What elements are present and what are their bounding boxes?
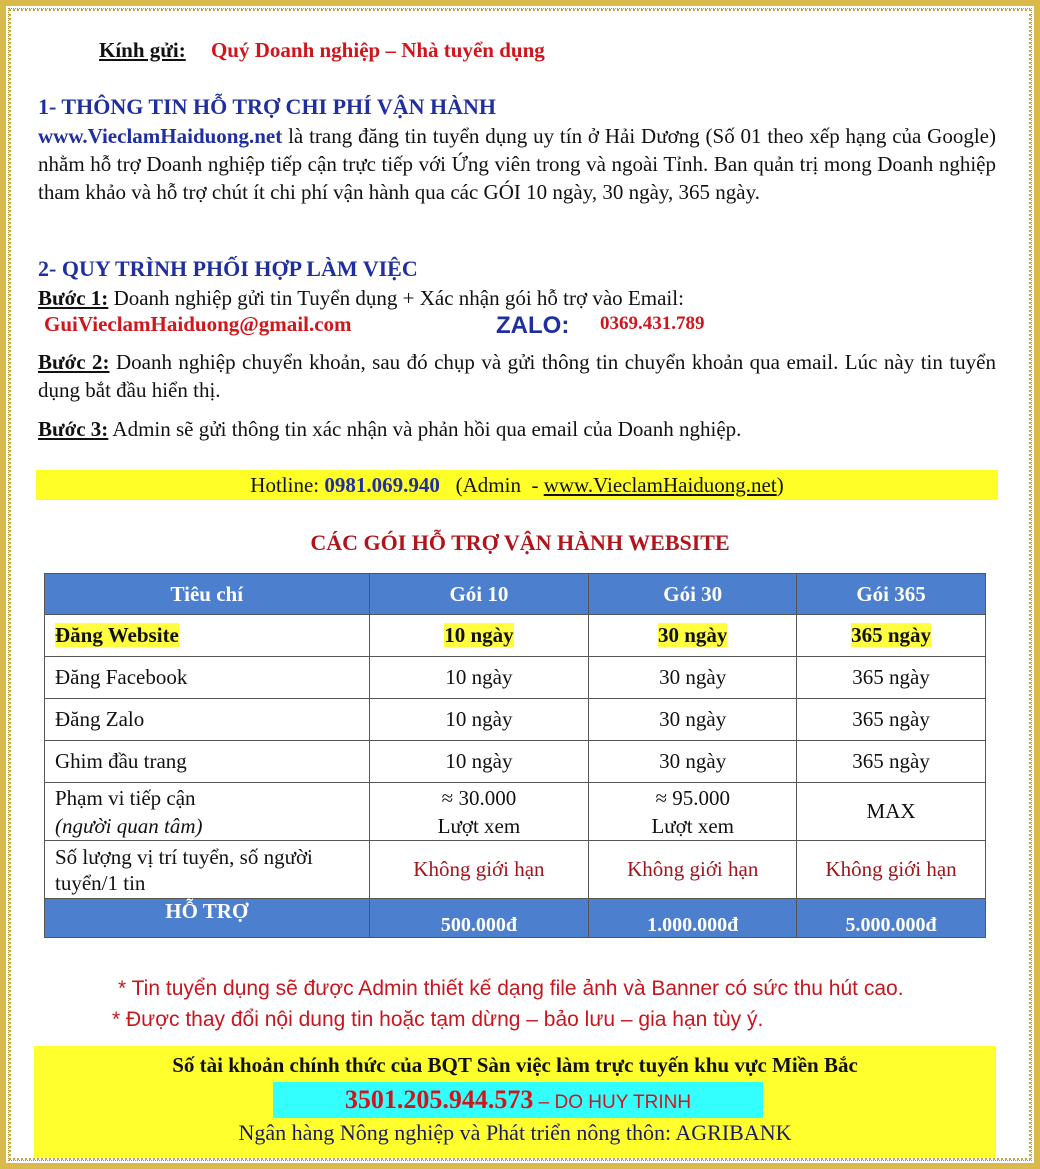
step2-text: Doanh nghiệp chuyển khoản, sau đó chụp và gửi thông tin chuyển khoản qua email. Lúc này tin tuyển dụng bắt đầu hiển thị. — [38, 350, 996, 402]
price-value: 500.000đ — [369, 899, 589, 938]
step3 — [38, 415, 996, 443]
row-sublabel: (người quan tâm) — [55, 813, 203, 838]
row-label: Ghim đầu trang — [45, 741, 370, 783]
cell-value: 365 ngày — [851, 623, 932, 647]
row-label: Đăng Zalo — [45, 699, 370, 741]
site-link[interactable]: www.VieclamHaiduong.net — [38, 124, 283, 148]
step2-label: Bước 2: — [38, 350, 110, 374]
row-label: HỖ TRỢ — [45, 899, 370, 938]
hotline-close: ) — [776, 473, 784, 497]
cell-unit: Lượt xem — [651, 813, 734, 838]
zalo-label: ZALO: — [496, 312, 570, 339]
header-package-10: Gói 10 — [369, 574, 589, 615]
account-line — [273, 1083, 763, 1121]
row-label: Phạm vi tiếp cận — [55, 785, 196, 810]
cell-value: 30 ngày — [589, 741, 797, 783]
header-package-30: Gói 30 — [589, 574, 797, 615]
section1-text: là trang đăng tin tuyển dụng uy tín ở Hải Dương (Số 01 theo xếp hạng của Google) nhằm hỗ trợ Doanh nghiệp tiếp cận trực tiếp với Ứng viên trong và ngoài Tỉnh. Ban quản trị mong Doanh nghiệp tham khảo và hỗ trợ chút ít chi phí vận hành qua các GÓI 10 ngày, 30 ngày, 365 ngày. — [38, 124, 996, 204]
cell-value: Không giới hạn — [589, 841, 797, 899]
cell-value: 10 ngày — [369, 741, 589, 783]
price-value: 5.000.000đ — [797, 899, 986, 938]
zalo-number[interactable]: 0369.431.789 — [600, 313, 705, 334]
row-label: Đăng Website — [55, 623, 179, 647]
step1-label: Bước 1: — [38, 286, 109, 310]
cell-value: 10 ngày — [444, 623, 514, 647]
cell-value: 365 ngày — [797, 657, 986, 699]
section1-heading: 1- THÔNG TIN HỖ TRỢ CHI PHÍ VẬN HÀNH — [38, 94, 496, 119]
table-row — [45, 841, 986, 899]
step2 — [38, 348, 996, 404]
step1-text: Doanh nghiệp gửi tin Tuyển dụng + Xác nhận gói hỗ trợ vào Email: — [108, 286, 684, 310]
cell-value: 10 ngày — [369, 699, 589, 741]
hotline-number[interactable]: 0981.069.940 — [324, 473, 440, 497]
hotline-bar — [36, 470, 998, 500]
cell-value: 30 ngày — [658, 623, 728, 647]
section1-paragraph — [38, 122, 996, 206]
account-number: 3501.205.944.573 — [344, 1085, 534, 1114]
cell-value: ≈ 30.000 — [441, 785, 517, 810]
cell-value: Không giới hạn — [369, 841, 589, 899]
greeting-label: Kính gửi: — [99, 38, 186, 62]
header-package-365: Gói 365 — [797, 574, 986, 615]
note-change: * Được thay đổi nội dung tin hoặc tạm dừng – bảo lưu – gia hạn tùy ý. — [112, 1008, 764, 1031]
hotline-label: Hotline: — [250, 473, 325, 497]
bank-name: Ngân hàng Nông nghiệp và Phát triển nông thôn: AGRIBANK — [238, 1120, 792, 1145]
packages-title: CÁC GÓI HỖ TRỢ VẬN HÀNH WEBSITE — [310, 530, 730, 555]
cell-value: 30 ngày — [589, 657, 797, 699]
table-row — [45, 699, 986, 741]
row-label: Đăng Facebook — [45, 657, 370, 699]
step1 — [38, 284, 996, 312]
cell-value: 365 ngày — [797, 699, 986, 741]
hotline-site-link[interactable]: www.VieclamHaiduong.net — [543, 473, 777, 497]
email-address[interactable]: GuiVieclamHaiduong@gmail.com — [44, 312, 352, 336]
greeting — [99, 38, 545, 63]
cell-value: ≈ 95.000 — [655, 785, 730, 810]
header-criteria: Tiêu chí — [45, 574, 370, 615]
cell-value: 365 ngày — [797, 741, 986, 783]
account-holder: – DO HUY TRINH — [533, 1092, 692, 1113]
greeting-recipient: Quý Doanh nghiệp – Nhà tuyển dụng — [210, 38, 545, 62]
table-row — [45, 741, 986, 783]
table-header-row — [45, 574, 986, 615]
price-value: 1.000.000đ — [589, 899, 797, 938]
cell-value: 10 ngày — [369, 657, 589, 699]
cell-value: 30 ngày — [589, 699, 797, 741]
row-label: Số lượng vị trí tuyển, số người tuyển/1 tin — [45, 841, 370, 899]
bank-title: Số tài khoản chính thức của BQT Sàn việc làm trực tuyến khu vực Miền Bắc — [172, 1053, 858, 1077]
section2-heading: 2- QUY TRÌNH PHỐI HỢP LÀM VIỆC — [38, 256, 418, 281]
cell-unit: Lượt xem — [437, 813, 521, 838]
cell-value: MAX — [797, 783, 986, 841]
cell-value: Không giới hạn — [797, 841, 986, 899]
hotline-admin: (Admin - — [439, 473, 544, 497]
step3-label: Bước 3: — [38, 417, 109, 441]
support-row — [45, 899, 986, 938]
table-row — [45, 783, 986, 841]
packages-table — [44, 573, 986, 938]
step3-text: Admin sẽ gửi thông tin xác nhận và phản hồi qua email của Doanh nghiệp. — [108, 417, 742, 441]
table-row — [45, 657, 986, 699]
note-banner: * Tin tuyển dụng sẽ được Admin thiết kế dạng file ảnh và Banner có sức thu hút cao. — [118, 977, 904, 1000]
table-row — [45, 615, 986, 657]
